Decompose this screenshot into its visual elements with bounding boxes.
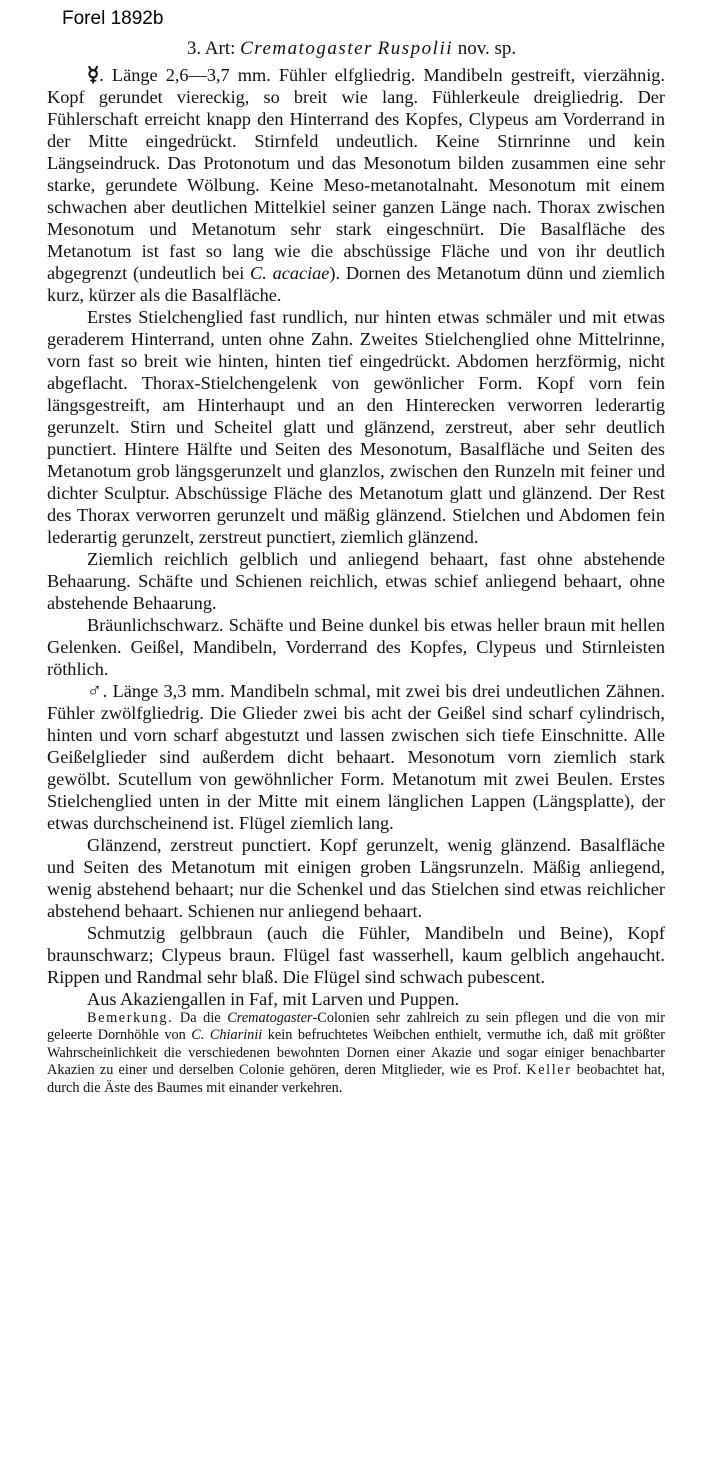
- heading-suffix: nov. sp.: [453, 38, 517, 59]
- paragraph-worker-description: [47, 64, 665, 306]
- heading-prefix: 3. Art:: [186, 38, 241, 59]
- remark-label: Bemerkung.: [87, 1010, 174, 1026]
- remark-text: beobachtet hat, durch die Äste des Baumes mit einander verkehren.: [47, 1062, 665, 1096]
- remark-text: Da die: [173, 1010, 228, 1026]
- source-label: Forel 1892b: [62, 8, 164, 29]
- species-heading: [0, 38, 703, 60]
- paragraph-text: . Länge 3,3 mm. Mandibeln schmal, mit zwei bis drei undeutlichen Zähnen. Fühler zwölfgliedrig. Die Glieder zwei bis acht der Geißel sind scharf cylindrisch, hinten und vorn scharf abgestutzt und lassen zwischen sich tiefe Einschnitte. Alle Geißelglieder sind außerdem dicht behaart. Mesonotum vorn ziemlich stark gewölbt. Scutellum von gewöhnlicher Form. Metanotum mit zwei Beulen. Erstes Stielchenglied unten in der Mitte mit einem länglichen Lappen (Längsplatte), der etwas durchscheinend ist. Flügel ziemlich lang.: [47, 681, 665, 833]
- paragraph-male-sculpture: Glänzend, zerstreut punctiert. Kopf gerunzelt, wenig glänzend. Basalfläche und Seiten des Metanotum mit einigen groben Längsrunzeln. Mäßig anliegend, wenig abstehend behaart; nur die Schenkel und das Stielchen sind etwas reichlicher abstehend behaart. Schienen nur anliegend behaart.: [47, 835, 665, 921]
- remark-text: kein befruchtetes Weibchen enthielt, vermuthe ich, daß mit größter Wahrscheinlichkeit die verschiedenen bewohnten Dornen einer Akazie und sogar einiger benachbarter Akazien zu einer und derselben Colonie gehören, deren Mitglieder, wie es Prof.: [47, 1027, 665, 1079]
- species-name: Ruspolii: [377, 38, 454, 59]
- paragraph-text: ). Dornen des Metanotum dünn und ziemlich kurz, kürzer als die Basalfläche.: [47, 263, 666, 305]
- paragraph-text: . Länge 2,6—3,7 mm. Fühler elfgliedrig. Mandibeln gestreift, vierzähnig. Kopf gerundet viereckig, so breit wie lang. Fühlerkeule dreigliedrig. Der Fühlerschaft erreicht knapp den Hinterrand des Kopfes, Clypeus am Vorderrand in der Mitte eingedrückt. Stirnfeld undeutlich. Keine Stirnrinne und kein Längseindruck. Das Protonotum und das Mesonotum bilden zusammen eine sehr starke, gerundete Wölbung. Keine Meso-metanotalnaht. Mesonotum mit einem schwachen aber deutlichen Mittelkiel seiner ganzen Länge nach. Thorax zwischen Mesonotum und Metanotum sehr stark eingeschnürt. Die Basalfläche des Metanotum ist fast so lang wie die abschüssige Fläche und von ihr deutlich abgegrenzt (undeutlich bei: [47, 65, 665, 283]
- paragraph-pilosity: Ziemlich reichlich gelblich und anliegend behaart, fast ohne abstehende Behaarung. Schäfte und Schienen reichlich, etwas schief anliegend behaart, ohne abstehende Behaarung.: [47, 549, 665, 613]
- paragraph-male-description: [47, 680, 665, 834]
- paragraph-color: Bräunlichschwarz. Schäfte und Beine dunkel bis etwas heller braun mit hellen Gelenken. Geißel, Mandibeln, Vorderrand des Kopfes, Clypeus und Stirnleisten röthlich.: [47, 615, 665, 679]
- person-name: Keller: [526, 1062, 572, 1079]
- paragraph-male-color: Schmutzig gelbbraun (auch die Fühler, Mandibeln und Beine), Kopf braunschwarz; Clypeus braun. Flügel fast wasserhell, kaum gelblich angehaucht. Rippen und Randmal sehr blaß. Die Flügel sind schwach pubescent.: [47, 923, 665, 987]
- species-reference: C. acaciae: [250, 263, 330, 283]
- remark-note: [47, 1010, 665, 1097]
- paragraph-petiole: Erstes Stielchenglied fast rundlich, nur hinten etwas schmäler und mit etwas geraderem Hinterrand, unten ohne Zahn. Zweites Stielchenglied ohne Mittelrinne, vorn fast so breit wie hinten, hinten tief eingedrückt. Abdomen herzförmig, nicht abgeflacht. Thorax-Stielchengelenk von gewönlicher Form. Kopf vorn fein längsgestreift, am Hinterhaupt und an den Hinterecken verworren lederartig gerunzelt. Stirn und Scheitel glatt und glänzend, zerstreut, aber sehr deutlich punctiert. Hintere Hälfte und Seiten des Mesonotum, Basalfläche und Seiten des Metanotum grob längsgerunzelt und glanzlos, zwischen den Runzeln mit feiner und dichter Sculptur. Abschüssige Fläche des Metanotum glatt und glänzend. Der Rest des Thorax verworren gerunzelt und mäßig glänzend. Stielchen und Abdomen fein lederartig gerunzelt, zerstreut punctiert, ziemlich glänzend.: [47, 307, 665, 547]
- worker-symbol-icon: ☿: [87, 64, 100, 86]
- genus-reference: Crematogaster: [227, 1010, 313, 1026]
- remark-text: -Colonien sehr zahlreich zu sein pflegen und die von mir geleerte Dornhöhle von: [47, 1010, 665, 1044]
- species-reference: C. Chiarinii: [191, 1027, 263, 1044]
- genus-name: Crematogaster: [240, 38, 373, 59]
- description-body: [47, 64, 665, 1097]
- male-symbol-icon: ♂: [87, 680, 103, 702]
- paragraph-locality: Aus Akaziengallen in Faf, mit Larven und Puppen.: [87, 989, 460, 1009]
